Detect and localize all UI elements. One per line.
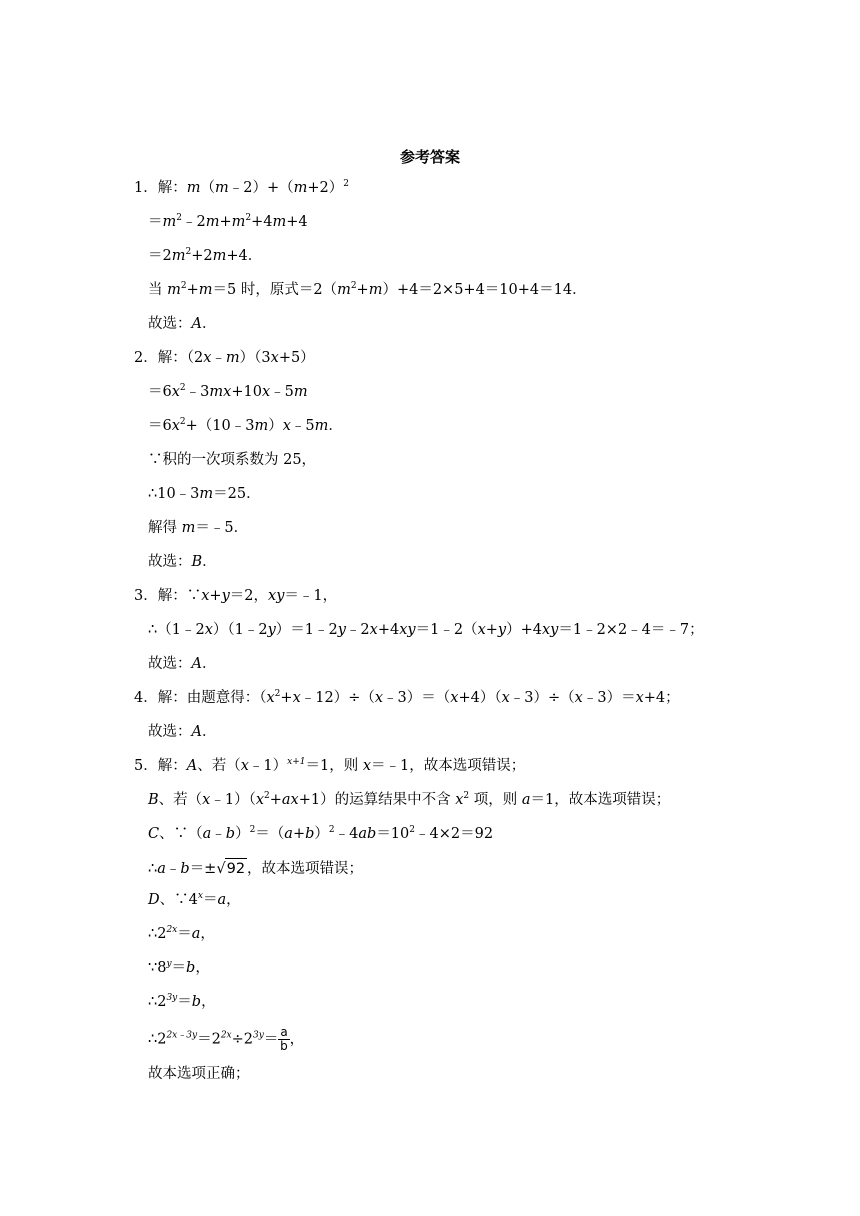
q1-line-4: 当 $m^2+m=5$ 时，原式$=2(m^2+m)+4=2\times 5+4=10+4=14$． xyxy=(148,281,587,298)
q5-line-10: 故本选项正确； xyxy=(148,1066,250,1082)
q5-line-1: 5．解：A、若（x﹣1）$^{x+1}$＝1，则 x＝﹣1，故本选项错误； xyxy=(134,757,526,774)
q2-line-2: $=6x^2﹣3mx+10x﹣5m$ xyxy=(148,383,308,400)
q1-line-2: $=m^2﹣2m+m^2+4m+4$ xyxy=(148,213,308,230)
q4-line-2: 故选：A． xyxy=(148,724,217,740)
fraction-a-over-b: $\frac{a}{b}$ xyxy=(280,1025,288,1053)
q5-line-9: $\therefore 2^{2x﹣3y}=2^{2x}\div 2^{3y}=$ $\frac{a}{b}$ ， xyxy=(148,1025,305,1053)
q4-line-1: 4．解：由题意得：$(x^2+x﹣12)\div(x﹣3)=(x+4)(x﹣3)\div(x﹣3)=x+4$； xyxy=(134,689,680,706)
q1-line-5: 故选：A． xyxy=(148,316,217,332)
q3-line-1: 3．解：∵x+y＝2，xy＝﹣1， xyxy=(134,588,338,604)
q1-line-3: $=2m^2+2m+4$． xyxy=(148,247,263,264)
q2-line-3: $=6x^2+(10﹣3m)x﹣5m$． xyxy=(148,417,343,434)
q2-line-4: ∵积的一次项系数为 25， xyxy=(148,452,317,468)
q5-line-6: $\therefore 2^{2x}=a$， xyxy=(148,925,215,942)
q1-line-1: 1．解：$m(m﹣2)+(m+2)^2$ xyxy=(134,179,349,196)
q5-line-8: $\therefore 2^{3y}=b$， xyxy=(148,993,216,1010)
q5-line-2: B、若$(x﹣1)(x^2+ax+1)$的运算结果中不含 $x^2$ 项，则 a＝1，故本选项错误； xyxy=(148,791,671,808)
q5-line-5: D、$\because 4^x=a$， xyxy=(148,891,241,908)
page-title: 参考答案 xyxy=(399,148,460,166)
sqrt-symbol: √ xyxy=(216,861,226,877)
sqrt-radicand: 92 xyxy=(225,858,247,879)
q5-line-7: $\because 8^y=b$， xyxy=(148,959,210,976)
q2-line-7: 故选：B． xyxy=(148,554,217,570)
q3-line-2: ∴（1﹣2x）（1﹣2y）＝1﹣2y﹣2x+4xy＝1﹣2（x+y）+4xy＝1﹣2×2﹣4＝﹣7； xyxy=(148,622,704,638)
q2-line-5: ∴10﹣3m＝25． xyxy=(148,486,261,502)
q3-line-3: 故选：A． xyxy=(148,656,217,672)
q2-line-1: 2．解：（2x﹣m）（3x+5） xyxy=(134,350,315,366)
q2-line-6: 解得 m＝﹣5． xyxy=(148,520,249,536)
q5-line-3: C、$\because(a﹣b)^2=(a+b)^2﹣4ab=10^2﹣4\times 2=92$ xyxy=(148,825,494,842)
q5-line-4: ∴a﹣b＝±√92 ，故本选项错误； xyxy=(148,858,363,879)
